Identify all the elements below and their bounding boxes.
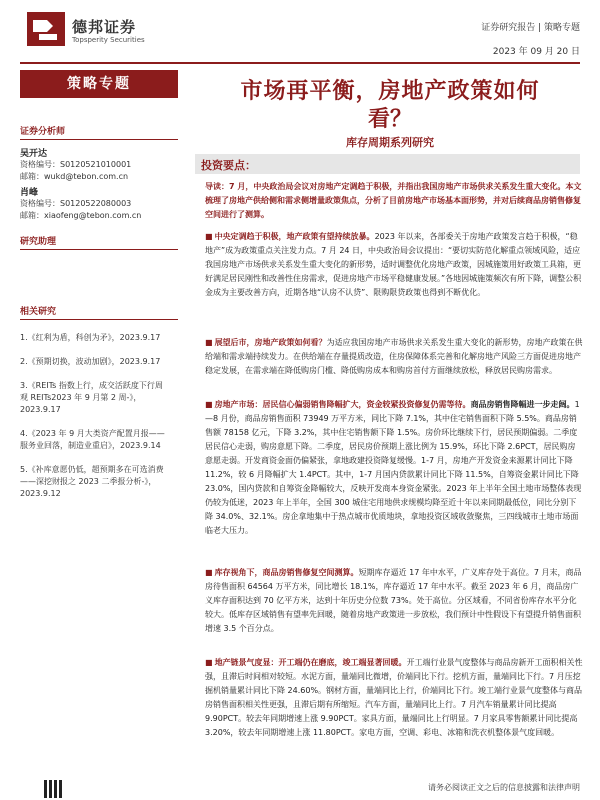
invest-points-header [195, 154, 580, 174]
analyst-name: 肖峰 [20, 188, 39, 198]
bullet-lead: 中央定调趋于积极，地产政策有望持续放暴。 [214, 232, 375, 241]
related-item[interactable]: 1.《红利为盾，科创为矛》，2023.9.17 [20, 333, 161, 342]
bullet-body: 短期库存逼近 17 年中水平，广义库存处于高位。7 月末，商品房待售面积 64564 万平方米，同比增长 18.1%，库存逼近 17 年中水平。截至 2023 年 6 月，商品房广义库存面积达到 70 亿平方米，达到十年历史分位数 73%。处于高位。分区域看，不同省份库存水平分化较大。低库存区域销售有望率先回暖，随着房地产政策进一步放松，我们预计中性假设下有望提升销售面积增速 3.5 个百分点。 [205, 568, 582, 633]
footer-disclaimer: 请务必阅读正文之后的信息披露和法律声明 [428, 783, 580, 792]
assistant-section [20, 234, 178, 250]
bullet-icon: ■ [205, 400, 213, 409]
analyst-email[interactable]: 邮箱：wukd@tebon.com.cn [20, 172, 129, 181]
related-item[interactable]: 2.《预期切换，波动加剧》，2023.9.17 [20, 357, 161, 366]
bullet-icon: ■ [205, 658, 213, 667]
analyst-cert: 资格编号：S0120521010001 [20, 160, 132, 169]
analyst-block [20, 185, 178, 222]
bullet-body: 2023 年以来，各部委关于房地产政策发言趋于积极，“稳地产”成为政策重点关注发力点。7 月 24 日，中央政治局会议提出：“要切实防范化解重点领域风险，适应我国房地产市场供求关系发生重大变化的新形势，适时调整优化房地产政策，因城施策用好政策工具箱，更好满足居民刚性和改善性住房需求，促进房地产市场平稳健康发展。”各地因城施策频次有所下降，调整公积金成为主要改善方向，近期各地“认房不认贷”、限购限贷政策也得到不断优化。 [205, 232, 582, 297]
assistant-heading: 研究助理 [20, 234, 178, 250]
brand-name-en: Topsperity Securities [72, 36, 145, 44]
bullet-lead: 房地产市场：居民信心偏弱销售降幅扩大，资金较紧投资修复仍需等待。 [214, 400, 471, 409]
analyst-block [20, 146, 178, 183]
related-item[interactable]: 3.《REITs 指数上行，成交活跃度下行周观 REITs2023 年 9 月第 2 周-》，2023.9.17 [20, 381, 163, 414]
analyst-section [20, 124, 178, 222]
related-section [20, 304, 178, 500]
analyst-email[interactable]: 邮箱：xiaofeng@tebon.com.cn [20, 211, 142, 220]
bullet-icon: ■ [205, 568, 213, 577]
report-date: 2023 年 09 月 20 日 [492, 47, 580, 57]
analyst-heading: 证券分析师 [20, 124, 178, 140]
bullet-paragraph [205, 336, 583, 378]
related-item[interactable]: 5.《补库意愿仍低，超预期多在可选消费——深挖财报之 2023 二季报分析-》，2023.9.12 [20, 465, 164, 498]
bullet-lead: 展望后市，房地产政策如何看？ [214, 338, 327, 347]
intro-paragraph: 导读：7 月，中央政治局会议对房地产定调趋于积极，并指出我国房地产市场供求关系发生重大变化。本文梳理了房地产供给侧和需求侧增量政策焦点，分析了目前房地产市场基本面形势，并对后续商品房销售修复空间进行了测算。 [205, 182, 582, 219]
header-divider [20, 62, 580, 64]
bullet-paragraph [205, 566, 583, 636]
qr-code-icon [44, 780, 62, 798]
page-title-line1: 市场再平衡，房地产政策如何 [240, 79, 540, 104]
related-item[interactable]: 4.《2023 年 9 月大类资产配置月报——服务业回落，制造业重启》，2023.9.14 [20, 429, 165, 450]
bullet-icon: ■ [205, 338, 213, 347]
category-label: 策略专题 [20, 70, 178, 98]
brand-name-cn: 德邦证券 [72, 18, 137, 36]
page-subtitle: 库存周期系列研究 [346, 136, 434, 149]
bullet-lead: 库存视角下，商品房销售修复空间测算。 [214, 568, 359, 577]
page-title-line2: 看？ [367, 107, 412, 132]
related-heading: 相关研究 [20, 304, 178, 320]
bullet-body: 开工端行业景气度整体与商品房新开工面积相关性强，且滞后时间相对较短。水泥方面，量端同比微增，价端同比下行。挖机方面，量端同比下行。7 月压挖掘机销量累计同比下降 24.60%。钢材方面，量端同比上行，价端同比下行。竣工端行业景气度整体与商品房销售面积相关性更强，且滞后期有所缩短。汽车方面，量端同比上行。7 月汽车销量累计同比提高 9.90PCT。较去年同期增速上涨 9.90PCT。家具方面，量端同比上行明显。7 月家具零售额累计同比提高 3.20%，较去年同期增速上涨 11.80PCT。家电方面，空调、彩电、冰箱和洗衣机整体景气度回暖。 [205, 658, 583, 737]
analyst-cert: 资格编号：S0120522080003 [20, 199, 132, 208]
bullet-paragraph [205, 656, 583, 740]
invest-points-label: 投资要点： [201, 159, 256, 172]
bullet-body: 1—8 月份，商品房销售面积 73949 万平方米，同比下降 7.1%，其中住宅销售面积下降 5.5%。商品房销售额 78158 亿元，下降 3.2%，其中住宅销售额下降 1.5%。房价环比继续下行，居民预期偏弱。二季度居民信心走弱，购房意愿下降。二季度，居民房价预期上涨比例为 15.9%，环比下降 2.6PCT，居民购房意愿走弱。开发商资金面仍偏紧张，拿地政建投资降复缓慢。1-7 月，房地产开发资金来源累计同比下降 11.2%，较 6 月降幅扩大 1.4PCT。其中，1-7 月国内贷款累计同比下降 11.5%，自筹资金累计同比下降 23.0%，国内贷款和自筹资金降幅较大，反映开发商本身资金紧张。2023 年上半年全国土地市场整体表现仍较为低迷，2023 年上半年，全国 300 城住宅用地供求规模均降至近十年以来同期最低位，同比分别下降 34.0%、32.1%。房企拿地集中于热点城市优质地块，拿地投资区域收敛聚焦，三四线城市土地市场面临老大压力。 [205, 400, 582, 535]
bullet-paragraph [205, 398, 583, 538]
doc-type: 证券研究报告 | 策略专题 [481, 23, 580, 33]
bullet-icon: ■ [205, 232, 213, 241]
brand-logo-icon [27, 12, 65, 46]
bullet-highlight: 商品房销售降幅进一步走阔。 [470, 400, 575, 409]
bullet-paragraph [205, 230, 583, 300]
bullet-body: 为适应我国房地产市场供求关系发生重大变化的新形势，房地产政策在供给端和需求端持续发力。在供给端在存量提质改造，住房保障体系完善和化解房地产风险三方面促进房地产稳定发展，在需求端在降低购房门槛、降低购房成本和购房首付方面继续放松，释放居民购房需求。 [205, 338, 583, 375]
bullet-lead: 地产链景气度显：开工端仍在磨底，竣工端显著回暖。 [214, 658, 407, 667]
analyst-name: 吴开达 [20, 149, 48, 159]
